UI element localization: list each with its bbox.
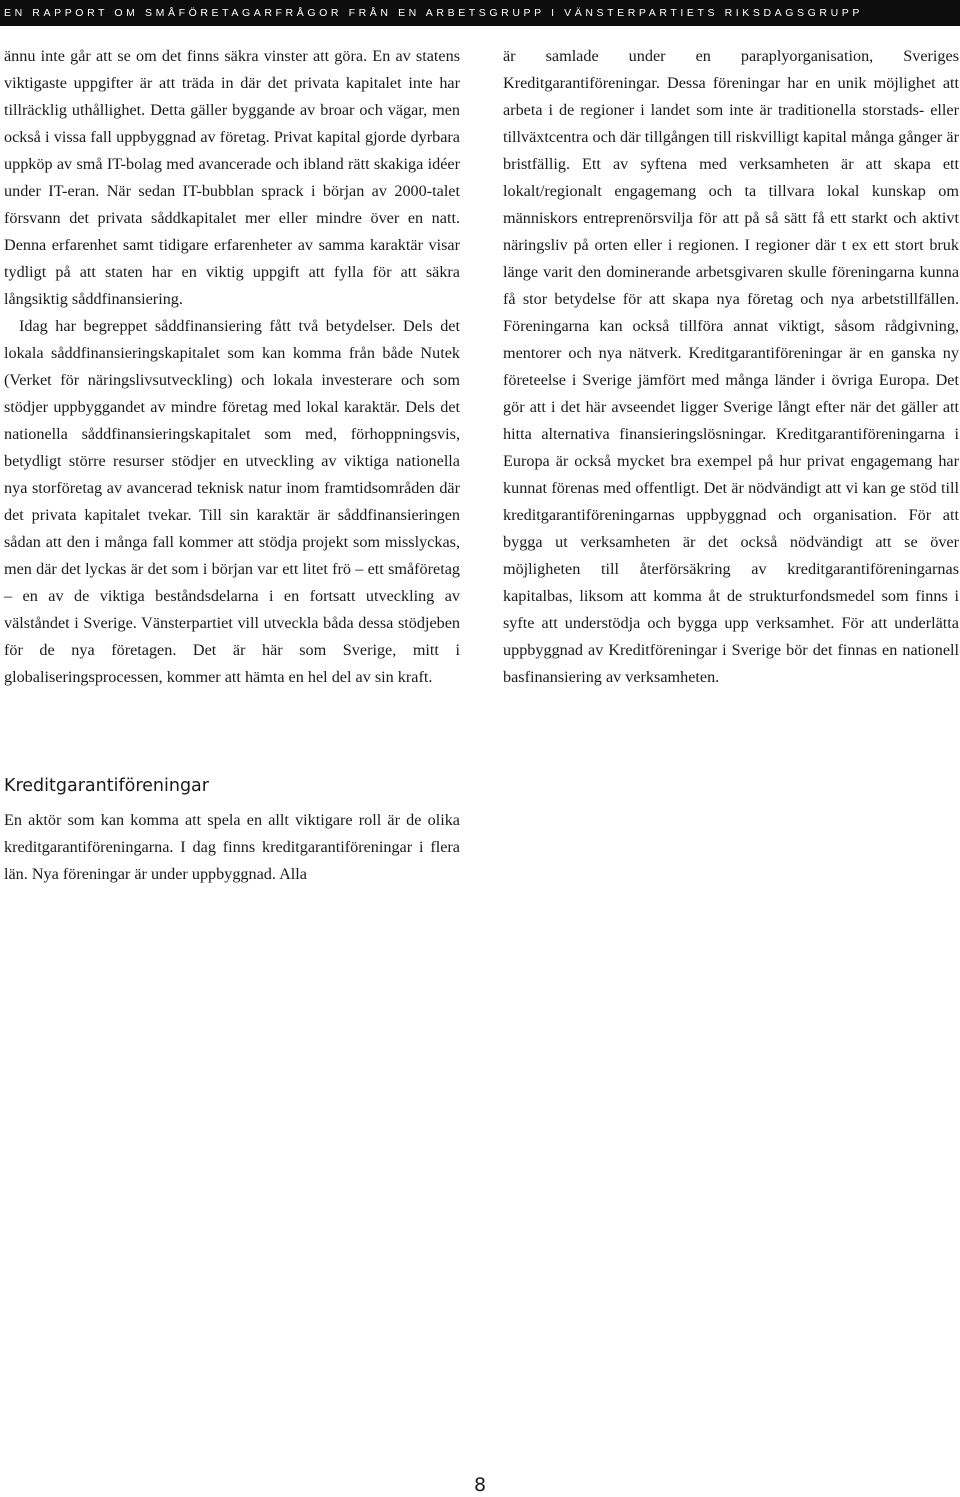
- page-number: 8: [473, 1474, 487, 1496]
- section-heading: Kreditgarantiföreningar: [4, 776, 209, 796]
- body-paragraph: Idag har begreppet såddfinansiering fått två betydelser. Dels det lokala såddfinansieringskapitalet som kan komma från både Nutek (Verket för näringslivsutveckling) och lokala investerare och som stödjer uppbyggandet av mindre företag med lokal karaktär. Dels det nationella såddfinansieringskapitalet som med, förhoppningsvis, betydligt större resurser stödjer en utveckling av viktiga nationella nya storföretag av avancerad teknisk natur inom framtidsområden där det privata kapitalet tvekar. Till sin karaktär är såddfinansieringen sådan att den i många fall kommer att stödja projekt som misslyckas, men där det lyckas är det som i början var ett litet frö – ett småföretag – en av de viktiga beståndsdelarna i en fortsatt utveckling av välståndet i Sverige. Vänsterpartiet vill utveckla båda dessa stödjeben för de nya företagen. Det är här som Sverige, mitt i globaliseringsprocessen, kommer att hämta en hel del av sin kraft.: [4, 317, 460, 686]
- body-paragraph: är samlade under en paraplyorganisation, Sveriges Kreditgarantiföreningar. Dessa föreningar har en unik möjlighet att arbeta i de regioner i landet som inte är traditionella storstads- eller tillväxtcentra och där tillgången till riskvilligt kapital många gånger är bristfällig. Ett av syftena med verksamheten är att skapa ett lokalt/regionalt engagemang och ta tillvara lokal kunskap om människors entreprenörsvilja för att på så sätt få ett starkt och aktivt näringsliv på orten eller i regionen. I regioner där t ex ett stort bruk länge varit den dominerande arbetsgivaren skulle föreningarna kunna få stor betydelse för att skapa nya företag och nya arbetstillfällen. Föreningarna kan också tillföra annat viktigt, såsom rådgivning, mentorer och nya nätverk. Kreditgarantiföreningar är en ganska ny företeelse i Sverige jämfört med många länder i övriga Europa. Det gör att i det här avseendet ligger Sverige långt efter när det gäller att hitta alternativa finansieringslösningar. Kreditgarantiföreningarna i Europa är också mycket bra exempel på hur privat engagemang har kunnat förenas med offentligt. Det är nödvändigt att vi kan ge stöd till kreditgarantiföreningarnas uppbyggnad och organisation. För att bygga ut verksamheten är det också nödvändigt att se över möjligheten till återförsäkring av kreditgarantiföreningarnas kapitalbas, liksom att komma åt de strukturfondsmedel som finns i syfte att understödja och bygga upp verksamhet. För att underlätta uppbyggnad av Kreditföreningar i Sverige bör det finnas en nationell basfinansiering av verksamheten.: [503, 47, 959, 686]
- right-column: [503, 43, 959, 691]
- left-column: [4, 43, 460, 691]
- section-kreditgarantiforeningar: [4, 773, 460, 888]
- body-paragraph: En aktör som kan komma att spela en allt viktigare roll är de olika kreditgarantiföreningarna. I dag finns kreditgarantiföreningar i flera län. Nya föreningar är under uppbyggnad. Alla: [4, 811, 460, 883]
- body-paragraph: ännu inte går att se om det finns säkra vinster att göra. En av statens viktigaste uppgifter är att träda in där det privata kapitalet inte har tillräcklig uthållighet. Detta gäller byggande av broar och vägar, men också i vissa fall uppbyggnad av företag. Privat kapital gjorde dyrbara uppköp av små IT-bolag med avancerade och ibland rätt skakiga idéer under IT-eran. När sedan IT-bubblan sprack i början av 2000-talet försvann det privata såddkapitalet mer eller mindre över en natt. Denna erfarenhet samt tidigare erfarenheter av samma karaktär visar tydligt på att staten har en viktig uppgift att fylla för att säkra långsiktig såddfinansiering.: [4, 47, 460, 308]
- running-header: EN RAPPORT OM SMÅFÖRETAGARFRÅGOR FRÅN EN ARBETSGRUPP I VÄNSTERPARTIETS RIKSDAGSGRUPP: [0, 0, 960, 26]
